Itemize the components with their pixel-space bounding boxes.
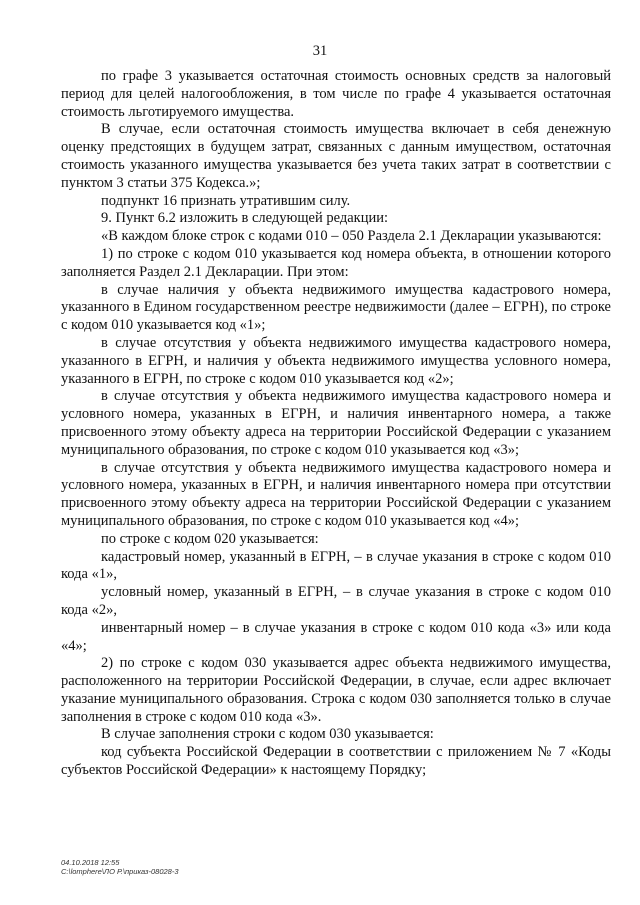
paragraph: «В каждом блоке строк с кодами 010 – 050 Раздела 2.1 Декларации указываются:	[101, 228, 602, 245]
paragraph: 2) по строке с кодом 030 указывается адрес объекта недвижимого имущества, расположенного на территории Российской Федерации, в случае, если адрес включает указание муниципального образования. Строка с кодом 030 заполняется только в случае заполнения в строке с кодом 010 кода «3».	[61, 655, 611, 725]
footer	[61, 858, 179, 876]
paragraph: 9. Пункт 6.2 изложить в следующей редакции:	[101, 210, 389, 227]
paragraph: в случае наличия у объекта недвижимого имущества кадастрового номера, указанного в Едином государственном реестре недвижимости (далее – ЕГРН), по строке с кодом 010 указывается код «1»;	[61, 281, 611, 334]
paragraph: по графе 3 указывается остаточная стоимость основных средств за налоговый период для целей налогообложения, в том числе по графе 4 указывается остаточная стоимость льготируемого имущества.	[61, 68, 611, 120]
page-number: 31	[312, 43, 328, 59]
paragraph: в случае отсутствия у объекта недвижимого имущества кадастрового номера и условного номера, указанных в ЕГРН, и наличия инвентарного номера, а также присвоенного этому объекту адреса на территории Российской Федерации с указанием муниципального образования, по строке с кодом 010 указывается код «3»;	[61, 388, 611, 458]
paragraph: в случае отсутствия у объекта недвижимого имущества кадастрового номера и условного номера, указанных в ЕГРН, и наличия инвентарного номера при отсутствии присвоенного этому объекту адреса на территории Российской Федерации с указанием муниципального образования, по строке с кодом 010 указывается код «4»;	[61, 459, 611, 529]
paragraph: инвентарный номер – в случае указания в строке с кодом 010 кода «3» или кода «4»;	[61, 619, 611, 654]
paragraph: кадастровый номер, указанный в ЕГРН, – в случае указания в строке с кодом 010 кода «1»,	[61, 548, 611, 583]
paragraph: подпункт 16 признать утратившим силу.	[101, 192, 351, 209]
document-body	[61, 68, 611, 780]
footer-timestamp: 04.10.2018 12:55	[61, 858, 120, 867]
paragraph: условный номер, указанный в ЕГРН, – в случае указания в строке с кодом 010 кода «2»,	[61, 584, 611, 618]
paragraph: в случае отсутствия у объекта недвижимого имущества кадастрового номера, указанного в ЕГРН, и наличия у объекта недвижимого имущества условного номера, указанного в ЕГРН, по строке с кодом 010 указывается код «2»;	[61, 334, 611, 387]
paragraph: В случае заполнения строки с кодом 030 указывается:	[101, 726, 434, 743]
paragraph: по строке с кодом 020 указывается:	[101, 530, 319, 547]
footer-file-path: C:\lomphere\ЛО Р.\приказ-08028-3	[61, 867, 179, 876]
paragraph: код субъекта Российской Федерации в соответствии с приложением № 7 «Коды субъектов Российской Федерации» к настоящему Порядку;	[61, 744, 611, 779]
paragraph: В случае, если остаточная стоимость имущества включает в себя денежную оценку предстоящих в будущем затрат, связанных с данным имуществом, остаточная стоимость указанного имущества указывается без учета таких затрат в соответствии с пунктом 3 статьи 375 Кодекса.»;	[61, 121, 611, 191]
paragraph: 1) по строке с кодом 010 указывается код номера объекта, в отношении которого заполняется Раздел 2.1 Декларации. При этом:	[61, 245, 611, 280]
